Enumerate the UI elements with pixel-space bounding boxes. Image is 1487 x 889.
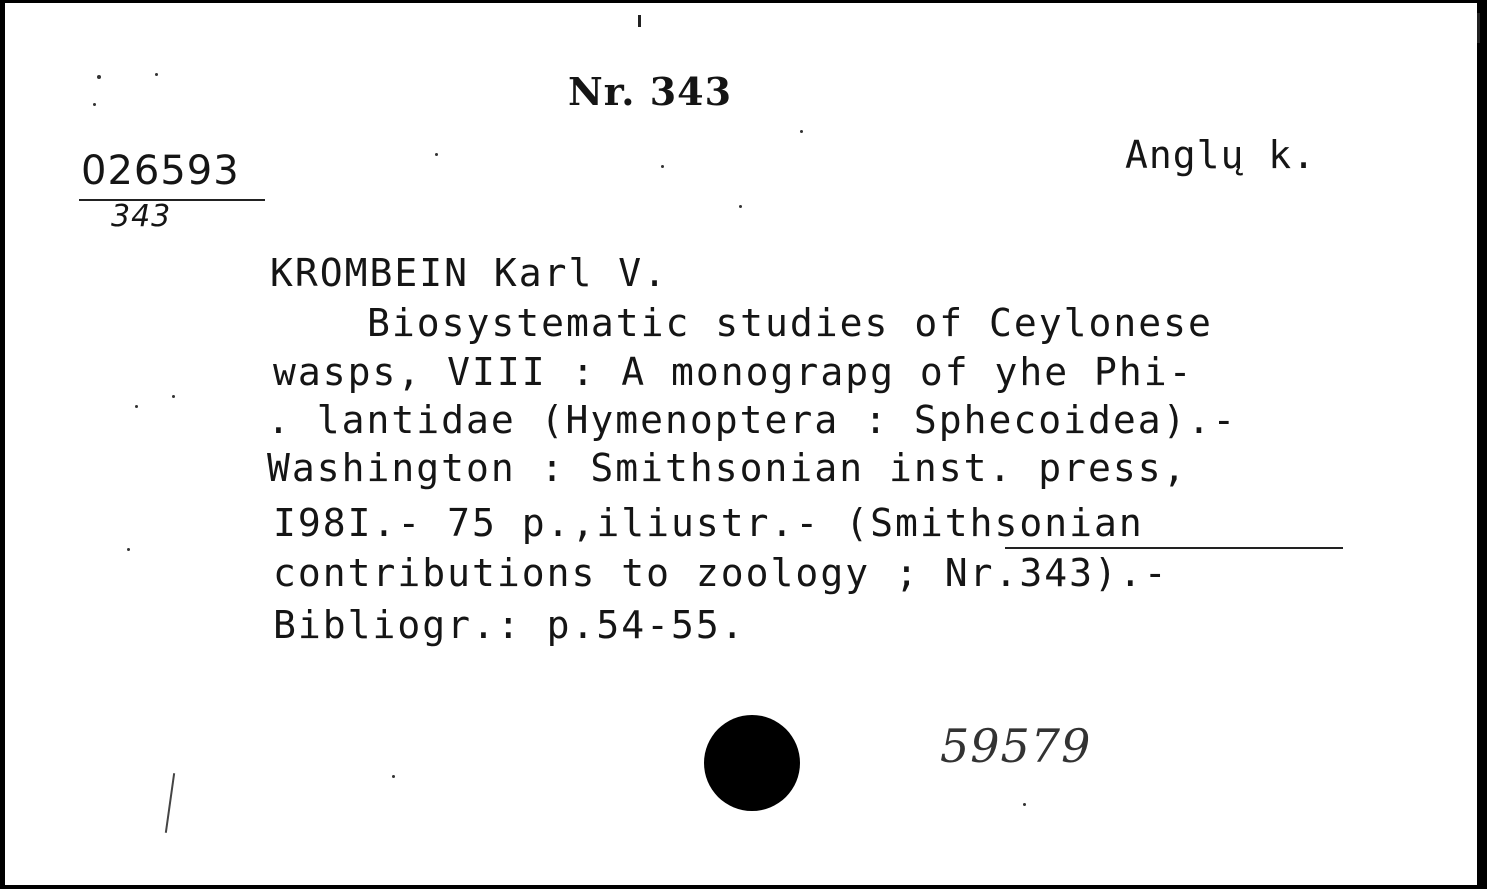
scan-speck bbox=[435, 153, 438, 156]
scan-speck bbox=[392, 775, 395, 778]
description-line: I98I.- 75 p.,iliustr.- (Smithsonian bbox=[273, 501, 1144, 545]
inventory-divider bbox=[79, 199, 265, 201]
inventory-number: 026593 bbox=[81, 148, 240, 194]
author-line: KROMBEIN Karl V. bbox=[270, 251, 669, 295]
scan-mark bbox=[165, 773, 175, 833]
scan-speck bbox=[127, 548, 130, 551]
inventory-sub-number: 343 bbox=[111, 199, 172, 234]
scan-speck bbox=[800, 130, 803, 133]
description-line: Biosystematic studies of Ceylonese bbox=[367, 301, 1213, 345]
series-underline bbox=[1005, 547, 1343, 549]
number-heading: Nr. 343 bbox=[568, 69, 733, 114]
description-line: wasps, VIII : A monograpg of yhe Phi- bbox=[273, 350, 1194, 394]
description-line: Washington : Smithsonian inst. press, bbox=[267, 446, 1188, 490]
scan-speck bbox=[172, 395, 175, 398]
language-label: Anglų k. bbox=[1125, 133, 1317, 177]
scan-mark bbox=[1477, 13, 1480, 43]
scan-speck bbox=[661, 165, 664, 168]
scan-speck bbox=[1023, 803, 1026, 806]
scan-mark bbox=[638, 15, 641, 27]
scan-speck bbox=[135, 405, 138, 408]
description-line: Bibliogr.: p.54-55. bbox=[273, 603, 746, 647]
punch-hole bbox=[704, 715, 800, 811]
scan-speck bbox=[97, 75, 101, 79]
scan-speck bbox=[739, 205, 742, 208]
description-line: contributions to zoology ; Nr.343).- bbox=[273, 551, 1169, 595]
scan-speck bbox=[155, 73, 158, 76]
handwritten-note: 59579 bbox=[940, 719, 1092, 773]
scan-speck bbox=[93, 103, 96, 106]
description-line: . lantidae (Hymenoptera : Sphecoidea).- bbox=[267, 398, 1238, 442]
